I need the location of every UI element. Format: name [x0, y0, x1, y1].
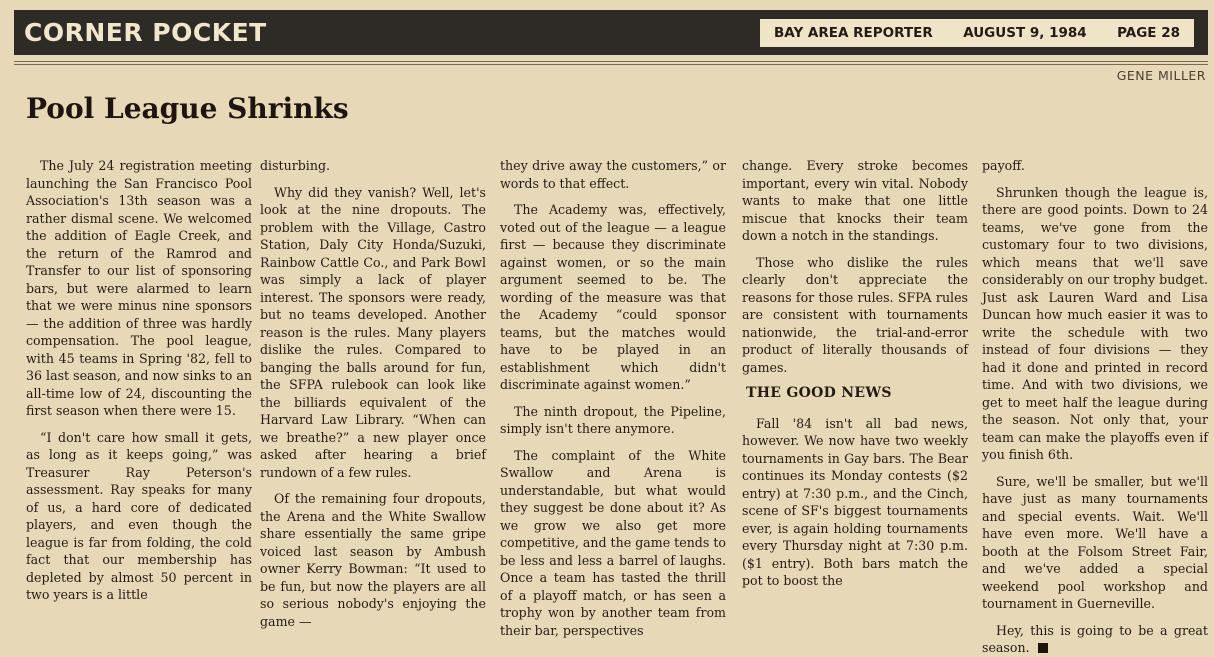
- paragraph: Of the remaining four dropouts, the Arena and the White Swallow share essentially the same gripe voiced last season by Ambush owner Kerry Bowman: “It used to be fun, but now the players are all so serious nobody's enjoying the game —: [260, 491, 486, 629]
- paragraph: Fall '84 isn't all bad news, however. We now have two weekly tournaments in Gay bars. The Bear continues its Monday contests ($2 entry) at 7:30 p.m., and the Cinch, scene of SF's biggest tournaments ever, is again holding tournaments every Thursday night at 7:30 p.m. ($1 entry). Both bars match the pot to boost the: [742, 415, 968, 588]
- paragraph: The ninth dropout, the Pipeline, simply isn't there anymore.: [500, 403, 726, 436]
- closing-paragraph: [982, 622, 1208, 657]
- paragraph: payoff.: [982, 158, 1025, 173]
- paragraph: disturbing.: [260, 158, 331, 173]
- paragraph: Why did they vanish? Well, let's look at the nine dropouts. The problem with the Village, Castro Station, Daly City Honda/Suzuki, Rainbow Cattle Co., and Park Bowl was simply a lack of player interest. The sponsors were ready, but no teams developed. Another reason is the rules. Many players dislike the rules. Compared to banging the balls around for fun, the SFPA rulebook can look like the billiards equivalent of the Harvard Law Library. “When can we breathe?” a new player once asked after hearing a brief rundown of a few rules.: [260, 184, 486, 480]
- closing-text: Hey, this is going to be a great season.: [982, 622, 1208, 655]
- article-column-4: [742, 157, 968, 639]
- paragraph: The complaint of the White Swallow and Arena is understandable, but what would they suggest be done about it? As we grow we also get more competitive, and the game tends to be less and less a barrel of laughs. Once a team has tasted the thrill of a playoff match, or has seen a trophy won by another team from their bar, perspectives: [500, 447, 726, 638]
- article-column-3: [500, 157, 726, 639]
- section-title: CORNER POCKET: [24, 18, 267, 47]
- article-column-1: [26, 157, 252, 639]
- paragraph: change. Every stroke becomes important, every win vital. Nobody wants to make that one little miscue that knocks their team down a notch in the standings.: [742, 158, 968, 243]
- paragraph: The July 24 registration meeting launching the San Francisco Pool Association's 13th season was a rather dismal scene. We welcomed the addition of Eagle Creek, and the return of the Ramrod and Transfer to our list of sponsoring bars, but were alarmed to learn that we were minus nine sponsors — the addition of three was hardly compensation. The pool league, with 45 teams in Spring '82, fell to 36 last season, and now sinks to an all-time low of 24, discounting the first season when there were 15.: [26, 158, 252, 418]
- headline: Pool League Shrinks: [26, 92, 349, 125]
- section-banner: [14, 10, 1208, 55]
- article-column-5: [982, 157, 1208, 655]
- paragraph: The Academy was, effectively, voted out of the league — a league first — because they discriminate against women, or so the main argument seemed to be. The wording of the measure was that the Academy “could sponsor teams, but the matches would have to be played in an establishment which didn't discriminate against women.”: [500, 202, 726, 392]
- paragraph: Shrunken though the league is, there are good points. Down to 24 teams, we've gone from the customary four to two divisions, which means that we'll save considerably on our trophy budget. Just ask Lauren Ward and Lisa Duncan how much easier it was to write the schedule with two instead of four divisions — they had it done and printed in record time. And with two divisions, we get to meet half the league during the season. Not only that, your team can make the playoffs even if you finish 6th.: [982, 184, 1208, 462]
- paragraph: Sure, we'll be smaller, but we'll have just as many tournaments and special events. Wait. We'll have even more. We'll have a booth at the Folsom Street Fair, and we've added a special weekend pool workshop and tournament in Guerneville.: [982, 473, 1208, 611]
- top-rule: [14, 61, 1208, 62]
- paragraph: “I don't care how small it gets, as long as it keeps going,” was Treasurer Ray Peterson's assessment. Ray speaks for many of us, a hard core of dedicated players, and even though the league is far from folding, the cold fact that our membership has depleted by almost 50 percent in two years is a little: [26, 429, 252, 602]
- page-number: PAGE 28: [1117, 24, 1180, 41]
- paragraph: Those who dislike the rules clearly don't appreciate the reasons for those rules. SFPA rules are consistent with tournaments nationwide, the trial-and-error product of literally thousands of games.: [742, 254, 968, 375]
- byline: GENE MILLER: [1116, 68, 1206, 83]
- article-column-2: [260, 157, 486, 639]
- publication-info-box: [760, 19, 1194, 47]
- paragraph: they drive away the customers,” or words to that effect.: [500, 158, 726, 191]
- top-rule-thin: [14, 64, 1208, 65]
- subhead-good-news: THE GOOD NEWS: [746, 385, 892, 401]
- end-mark-icon: [1038, 643, 1048, 653]
- publication-name: BAY AREA REPORTER: [774, 24, 933, 41]
- publication-date: AUGUST 9, 1984: [963, 24, 1087, 41]
